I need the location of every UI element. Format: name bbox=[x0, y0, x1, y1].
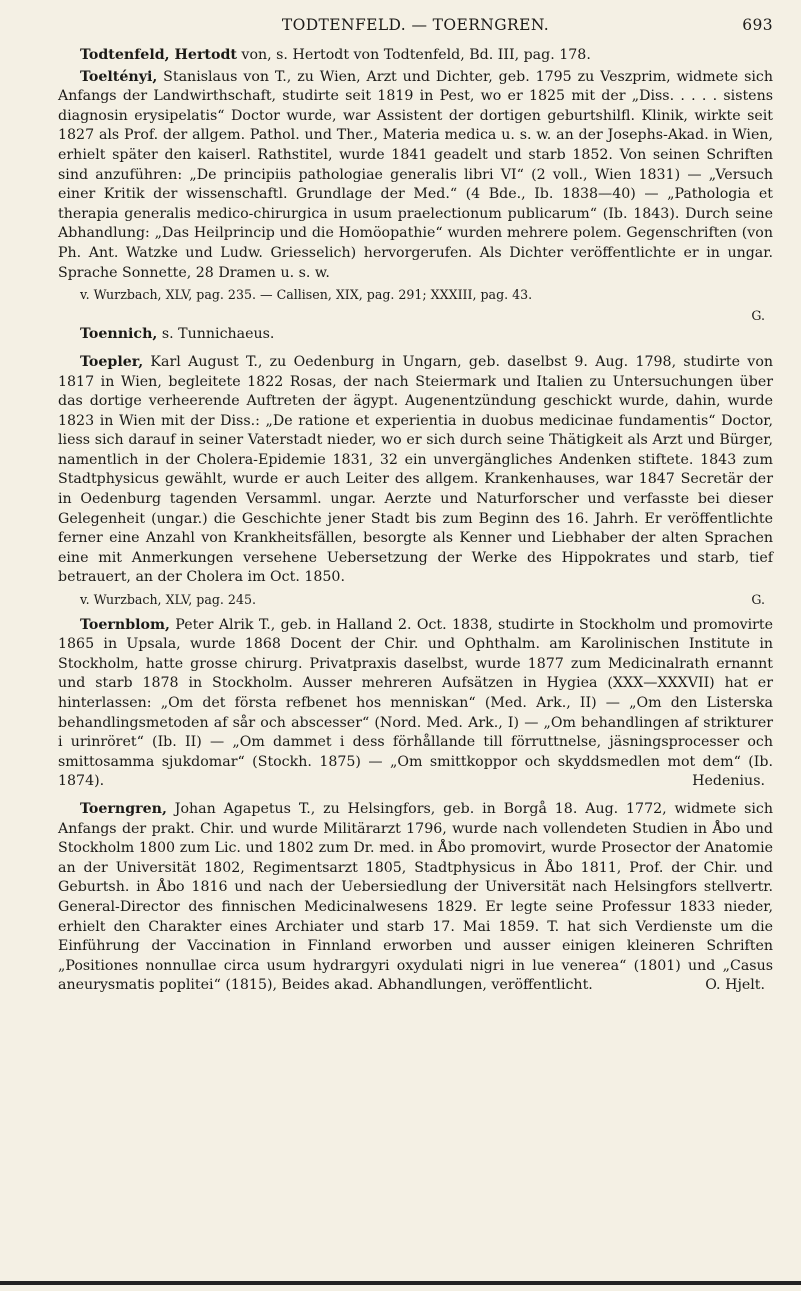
entry-headword: Todtenfeld, Hertodt bbox=[80, 47, 237, 63]
page-number: 693 bbox=[742, 16, 773, 34]
citation-row bbox=[80, 590, 773, 610]
entry-toernblom bbox=[58, 616, 773, 792]
bottom-rule bbox=[0, 1281, 801, 1285]
entry-text: Peter Alrik T., geb. in Halland 2. Oct. 1838, studirte in Stockholm und promovirte 1865 in Upsala, wurde 1868 Docent der Chir. und Ophthalm. am Karolinischen Institute in Stockholm, hatte grosse chirurg. Privatpraxis daselbst, wurde 1877 zum Medicinalrath ernannt und starb 1878 in Stockholm. Ausser mehreren Aufsätzen in Hygiea (XXX—XXXVII) hat er hinterlassen: „Om det första refbenet hos menniskan“ (Med. Ark., II) — „Om den Listerska behandlingsmetoden af sår och abscesser“ (Nord. Med. Ark., I) — „Om behandlingen af strikturer i urinröret“ (Ib. II) — „Om dammet i dess förhållande till förruttnelse, jäsningsprocesser och smittosamma sjukdomar“ (Stockh. 1875) — „Om smittkoppor och skyddsmedlen mot dem“ (Ib. 1874). bbox=[58, 616, 773, 790]
text-column bbox=[58, 46, 773, 998]
entry-toerngren bbox=[58, 800, 773, 996]
citation: v. Wurzbach, XLV, pag. 245. bbox=[80, 592, 256, 608]
entry-text: Johan Agapetus T., zu Helsingfors, geb. in Borgå 18. Aug. 1772, widmete sich Anfangs der prakt. Chir. und wurde Militärarzt 1796, wurde nach vollendeten Studien in Åbo und Stockholm 1800 zum Lic. und 1802 zum Dr. med. in Åbo promovirt, wurde Prosector der Anatomie an der Universität 1802, Regimentsarzt 1805, Stadtphysicus in Åbo 1811, Prof. der Chir. und Geburtsh. in Åbo 1816 und nach der Uebersiedlung der Universität nach Helsingfors stellvertr. General-Director des finnischen Medicinalwesens 1829. Er legte seine Professur 1833 nieder, erhielt den Charakter eines Archiater und starb 17. Mai 1859. T. hat sich Verdienste um die Einführung der Vaccination in Finnland erworben und ausser einigen kleineren Schriften „Positiones nonnullae circa usum hydrargyri oxydulati nigri in lue venerea“ (1801) und „Casus aneurysmatis poplitei“ (1815), Beides akad. Abhandlungen, veröffentlicht. bbox=[58, 800, 773, 994]
entry-headword: Toeltényi, bbox=[80, 68, 158, 85]
author-signature: G. bbox=[751, 592, 765, 608]
entry-text: Stanislaus von T., zu Wien, Arzt und Dichter, geb. 1795 zu Veszprim, widmete sich Anfangs der Landwirthschaft, studirte seit 1819 in Pest, wo er 1825 mit der „Diss. . . . . sistens diagnosin erysipelatis“ Doctor wurde, war Assistent der dortigen geburtshilfl. Klinik, wirkte seit 1827 als Prof. der allgem. Pathol. und Ther., Materia medica u. s. w. an der Josephs-Akad. in Wien, erhielt später den kaiserl. Rathstitel, wurde 1841 geadelt und starb 1852. Von seinen Schriften sind anzuführen: „De principiis pathologiae generalis libri VI“ (2 voll., Wien 1831) — „Versuch einer Kritik der wissenschaftl. Grundlage der Med.“ (4 Bde., Ib. 1838—40) — „Pathologia et therapia generalis medico-chirurgica in usum praelectionum publicarum“ (Ib. 1843). Durch seine Abhandlung: „Das Heilprincip und die Homöopathie“ wurden mehrere polem. Gegenschriften (von Ph. Ant. Watzke und Ludw. Griesselich) hervorgerufen. Als Dichter veröffentlichte er in ungar. Sprache Sonnette, 28 Dramen u. s. w. bbox=[58, 68, 773, 281]
citation: v. Wurzbach, XLV, pag. 235. — Callisen, XIX, pag. 291; XXXIII, pag. 43. bbox=[80, 287, 533, 303]
entry-headword: Toennich, bbox=[80, 326, 158, 343]
entry-toepler bbox=[58, 353, 773, 588]
author-signature: G. bbox=[751, 307, 765, 323]
entry-headword: Toepler, bbox=[80, 353, 144, 370]
running-header bbox=[58, 16, 773, 40]
entry-todtenfeld bbox=[58, 46, 773, 66]
entry-toennich bbox=[58, 325, 773, 345]
author-signature: Hedenius. bbox=[692, 773, 765, 790]
entry-headword: Toerngren, bbox=[80, 800, 167, 817]
entry-toeltenyi bbox=[58, 68, 773, 284]
entry-text: von, s. Hertodt von Todtenfeld, Bd. III, pag. 178. bbox=[236, 47, 591, 63]
entry-headword: Toernblom, bbox=[80, 616, 170, 633]
entry-text: Karl August T., zu Oedenburg in Ungarn, geb. daselbst 9. Aug. 1798, studirte von 1817 in Wien, begleitete 1822 Rosas, der nach Steiermark und Italien zu Untersuchungen über das dortige verheerende Auftreten der ägypt. Augenentzündung geschickt wurde, dahin, wurde 1823 in Wien mit der Diss.: „De ratione et experientia in duobus medicinae fundamentis“ Doctor, liess sich darauf in seiner Vaterstadt nieder, wo er sich durch seine Thätigkeit als Arzt und Bürger, namentlich in der Cholera-Epidemie 1831, 32 ein unvergängliches Andenken stiftete. 1843 zum Stadtphysicus gewählt, wurde er auch Leiter des allgem. Krankenhauses, war 1847 Secretär der in Oedenburg tagenden Versamml. ungar. Aerzte und Naturforscher und verfasste bei dieser Gelegenheit (ungar.) die Geschichte jener Stadt bis zum Beginn des 16. Jahrh. Er veröffentlichte ferner eine Anzahl von Krankheitsfällen, besorgte als Kenner und Liebhaber der alten Sprachen eine mit Anmerkungen versehene Uebersetzung der Werke des Hippokrates und starb, tief betrauert, an der Cholera im Oct. 1850. bbox=[58, 353, 773, 586]
author-signature: O. Hjelt. bbox=[705, 977, 765, 994]
running-title: TODTENFELD. — TOERNGREN. bbox=[281, 16, 550, 34]
entry-text: s. Tunnichaeus. bbox=[157, 326, 275, 343]
signature-row bbox=[80, 306, 773, 326]
